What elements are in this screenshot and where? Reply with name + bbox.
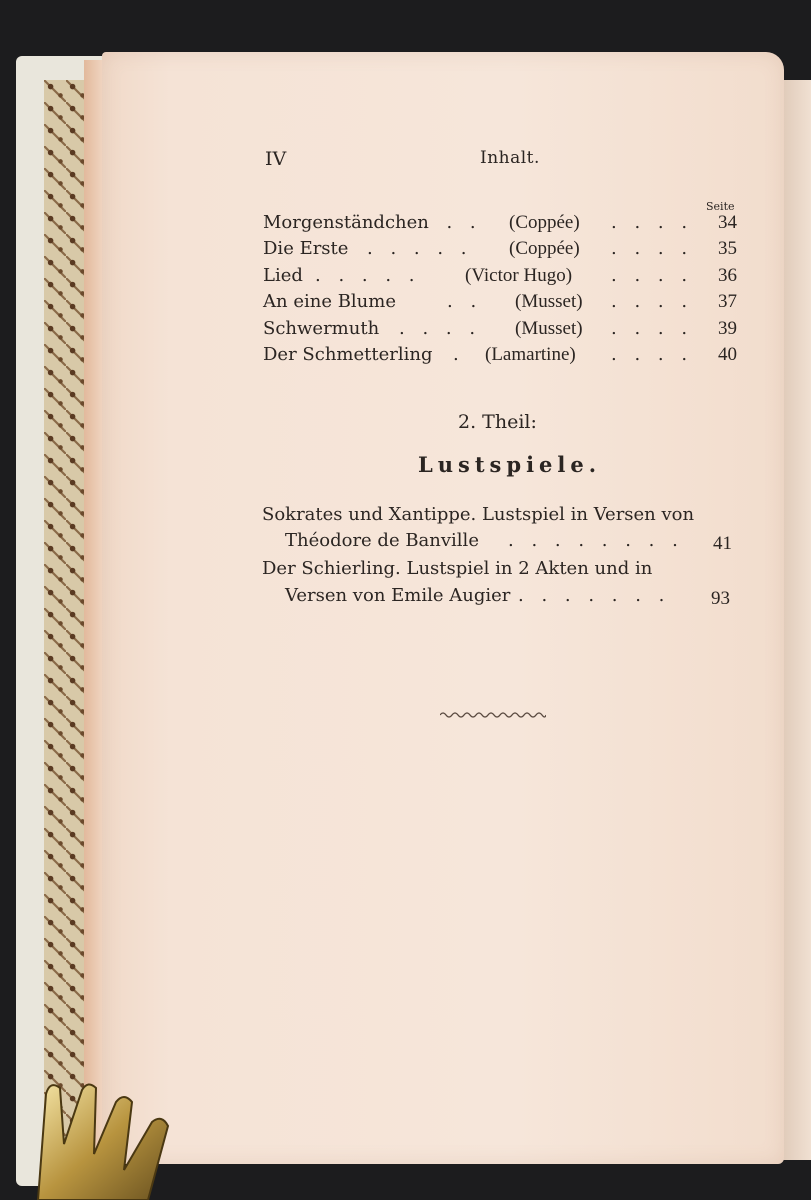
toc-entry-author: (Coppée) — [509, 238, 580, 259]
toc-entry-page: 34 — [718, 212, 737, 233]
play-entry-page: 93 — [711, 588, 730, 609]
leader-dots: . — [453, 344, 465, 365]
leader-dots: . . . . . — [367, 238, 473, 259]
leader-dots: . . . . — [611, 265, 694, 286]
toc-entry-author: (Victor Hugo) — [465, 265, 573, 286]
toc-entry-page: 39 — [718, 318, 737, 339]
toc-entry-title: Die Erste — [263, 238, 349, 259]
play-entry-line: Der Schierling. Lustspiel in 2 Akten und in — [262, 558, 653, 579]
toc-entry — [263, 318, 737, 344]
play-entry-line: Versen von Emile Augier — [285, 585, 511, 606]
toc-entry-author: (Lamartine) — [485, 344, 576, 365]
toc-entry-title: Lied — [263, 265, 303, 286]
toc-entry-title: An eine Blume — [263, 291, 396, 312]
toc-entry-author: (Coppée) — [509, 212, 580, 233]
toc-entry-page: 35 — [718, 238, 737, 259]
toc-entry — [263, 344, 737, 370]
toc-entry-author: (Musset) — [515, 318, 583, 339]
leader-dots: . . . . — [611, 318, 694, 339]
toc-entry-title: Der Schmetterling — [263, 344, 433, 365]
play-entry-page: 41 — [713, 533, 732, 554]
toc-entry — [263, 238, 737, 264]
page-column-label: Seite — [706, 200, 735, 213]
toc-entry-title: Schwermuth — [263, 318, 380, 339]
toc-entry-author: (Musset) — [515, 291, 583, 312]
play-entry-line: Sokrates und Xantippe. Lustspiel in Versen von — [262, 504, 695, 525]
toc-entry-page: 36 — [718, 265, 737, 286]
leader-dots: . . . . — [399, 318, 482, 339]
page-number: IV — [265, 148, 287, 170]
part-subheading: Lustspiele. — [418, 452, 602, 477]
play-entry-line: Théodore de Banville — [285, 530, 479, 551]
leader-dots: . . . . — [611, 344, 694, 365]
leader-dots: . . . . . . . . — [508, 530, 684, 551]
leader-dots: . . . . . . . — [518, 585, 671, 606]
leader-dots: . . — [447, 291, 483, 312]
toc-entry — [263, 265, 737, 291]
gold-hand-bookend — [20, 1074, 180, 1200]
toc-entry-title: Morgenständchen — [263, 212, 429, 233]
leader-dots: . . . . — [611, 212, 694, 233]
toc-entry-page: 40 — [718, 344, 737, 365]
leader-dots: . . . — [423, 212, 482, 233]
page-header-title: Inhalt. — [480, 148, 540, 168]
part-heading: 2. Theil: — [458, 411, 537, 433]
leader-dots: . . . . — [611, 238, 694, 259]
toc-entry-page: 37 — [718, 291, 737, 312]
leader-dots: . . . . . — [315, 265, 421, 286]
toc-entry — [263, 291, 737, 317]
leader-dots: . . . . — [611, 291, 694, 312]
toc-entry — [263, 212, 737, 238]
decorative-endpaper — [44, 80, 88, 1180]
wavy-ornament — [440, 710, 546, 720]
